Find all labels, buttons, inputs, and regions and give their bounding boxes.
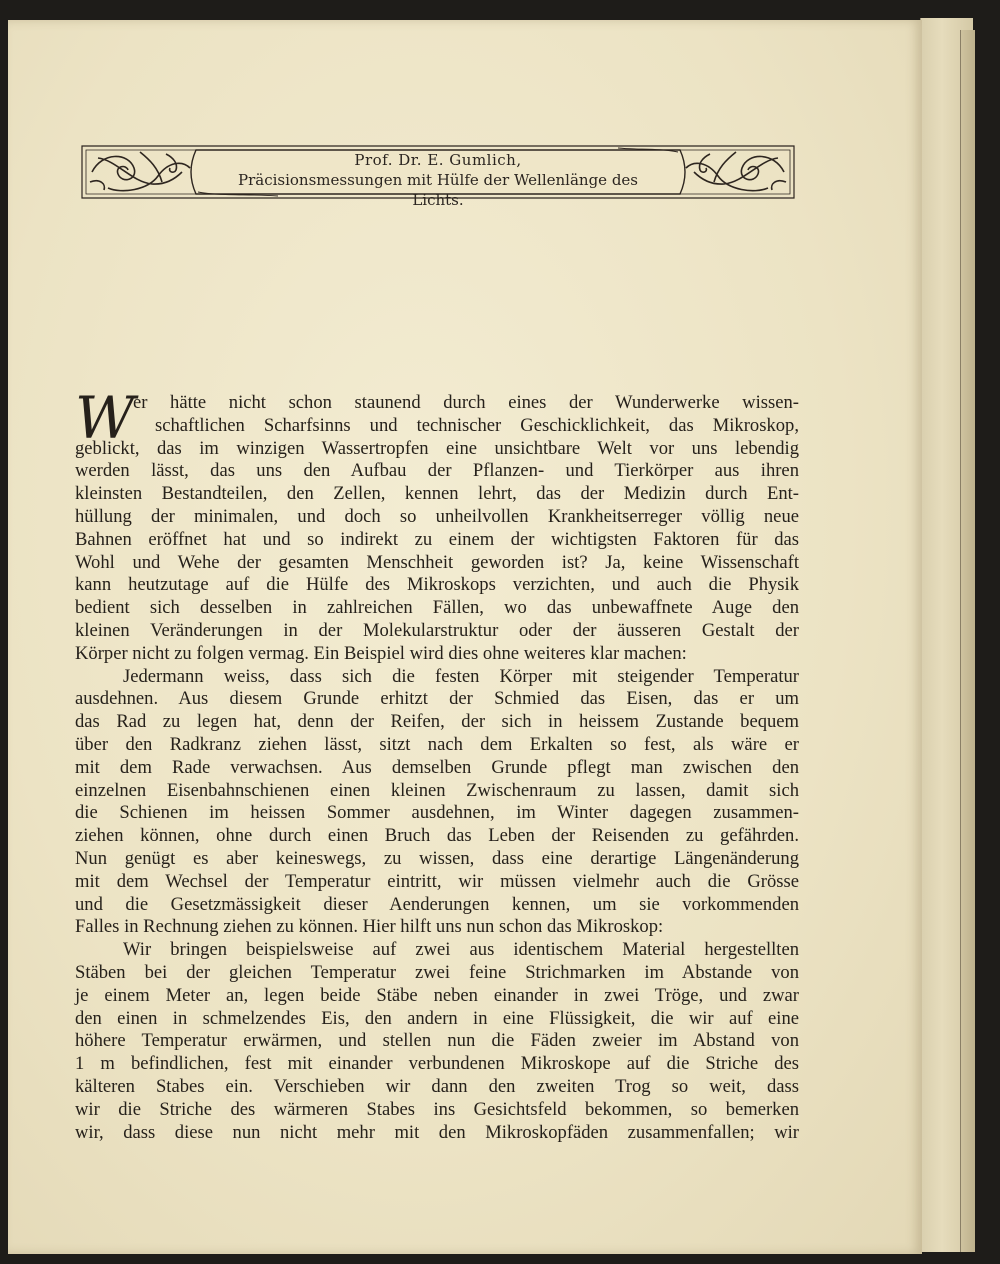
text-line: kann heutzutage auf die Hülfe des Mikroskops verzichten, und auch die Physik bbox=[75, 574, 799, 596]
text-line: hüllung der minimalen, und doch so unheilvollen Krankheitserreger völlig neue bbox=[75, 505, 799, 527]
back-page-edge-inner bbox=[960, 30, 975, 1252]
header-title-block bbox=[228, 150, 648, 210]
text-line: und die Gesetzmässigkeit dieser Aenderungen kennen, um sie vorkommenden bbox=[75, 893, 799, 915]
text-line: den einen in schmelzendes Eis, den andern in eine Flüssigkeit, die wir auf eine bbox=[75, 1007, 799, 1029]
paragraph-2 bbox=[75, 666, 799, 940]
text-line: Wir bringen beispielsweise auf zwei aus identischem Material hergestellten bbox=[123, 939, 799, 961]
text-line: kälteren Stabes ein. Verschieben wir dann den zweiten Trog so weit, dass bbox=[75, 1075, 799, 1097]
text-line: bedient sich desselben in zahlreichen Fällen, wo das unbewaffnete Auge den bbox=[75, 597, 799, 619]
text-line: geblickt, das im winzigen Wassertropfen eine unsichtbare Welt vor uns lebendig bbox=[75, 437, 799, 459]
text-line: mit dem Wechsel der Temperatur eintritt, wir müssen vielmehr auch die Grösse bbox=[75, 870, 799, 892]
text-line: Nun genügt es aber keineswegs, zu wissen, dass eine derartige Längenänderung bbox=[75, 847, 799, 869]
article-author: Prof. Dr. E. Gumlich, bbox=[354, 151, 522, 169]
text-line: höhere Temperatur erwärmen, und stellen nun die Fäden zweier im Abstand von bbox=[75, 1030, 799, 1052]
text-line: schaftlichen Scharfsinns und technischer Geschicklichkeit, das Mikroskop, bbox=[155, 414, 799, 436]
book-page bbox=[8, 20, 922, 1254]
text-line: Körper nicht zu folgen vermag. Ein Beispiel wird dies ohne weiteres klar machen: bbox=[75, 642, 687, 664]
text-line: je einem Meter an, legen beide Stäbe neben einander in zwei Tröge, und zwar bbox=[75, 984, 799, 1006]
ornamental-header bbox=[78, 138, 798, 209]
text-line: die Schienen im heissen Sommer ausdehnen, im Winter dagegen zusammen- bbox=[75, 802, 799, 824]
text-line: wir die Striche des wärmeren Stabes ins Gesichtsfeld bekommen, so bemerken bbox=[75, 1098, 799, 1120]
text-line: Jedermann weiss, dass sich die festen Körper mit steigender Temperatur bbox=[123, 665, 799, 687]
text-line: 1 m befindlichen, fest mit einander verbundenen Mikroskope auf die Striche des bbox=[75, 1053, 799, 1075]
article-body bbox=[75, 384, 799, 1144]
paragraph-3 bbox=[75, 939, 799, 1144]
text-line: über den Radkranz ziehen lässt, sitzt nach dem Erkalten so fest, als wäre er bbox=[75, 733, 799, 755]
text-line: kleinsten Bestandteilen, den Zellen, kennen lehrt, das der Medizin durch Ent- bbox=[75, 483, 799, 505]
text-line: Stäben bei der gleichen Temperatur zwei feine Strichmarken im Abstande von bbox=[75, 961, 799, 983]
text-line: ausdehnen. Aus diesem Grunde erhitzt der Schmied das Eisen, das er um bbox=[75, 688, 799, 710]
text-line: einzelnen Eisenbahnschienen einen kleinen Zwischenraum zu lassen, damit sich bbox=[75, 779, 799, 801]
text-line: Falles in Rechnung ziehen zu können. Hier hilft uns nun schon das Mikroskop: bbox=[75, 916, 664, 938]
text-line: mit dem Rade verwachsen. Aus demselben Grunde pflegt man zwischen den bbox=[75, 756, 799, 778]
text-line: ziehen können, ohne durch einen Bruch das Leben der Reisenden zu gefährden. bbox=[75, 825, 799, 847]
text-line: werden lässt, das uns den Aufbau der Pflanzen- und Tierkörper aus ihren bbox=[75, 460, 799, 482]
text-line: das Rad zu legen hat, denn der Reifen, der sich in heissem Zustande bequem bbox=[75, 711, 799, 733]
drop-cap: W bbox=[75, 384, 135, 452]
paragraph-1 bbox=[75, 384, 799, 666]
text-line: er hätte nicht schon staunend durch eines der Wunderwerke wissen- bbox=[133, 392, 799, 413]
article-title: Präcisionsmessungen mit Hülfe der Wellenlänge des Lichts. bbox=[237, 171, 638, 209]
text-line: Bahnen eröffnet hat und so indirekt zu einem der wichtigsten Faktoren für das bbox=[75, 528, 799, 550]
text-line: Wohl und Wehe der gesamten Menschheit geworden ist? Ja, keine Wissenschaft bbox=[75, 551, 799, 573]
text-line: wir, dass diese nun nicht mehr mit den Mikroskopfäden zusammenfallen; wir bbox=[75, 1121, 799, 1143]
text-line: kleinen Veränderungen in der Molekularstruktur oder der äusseren Gestalt der bbox=[75, 619, 799, 641]
